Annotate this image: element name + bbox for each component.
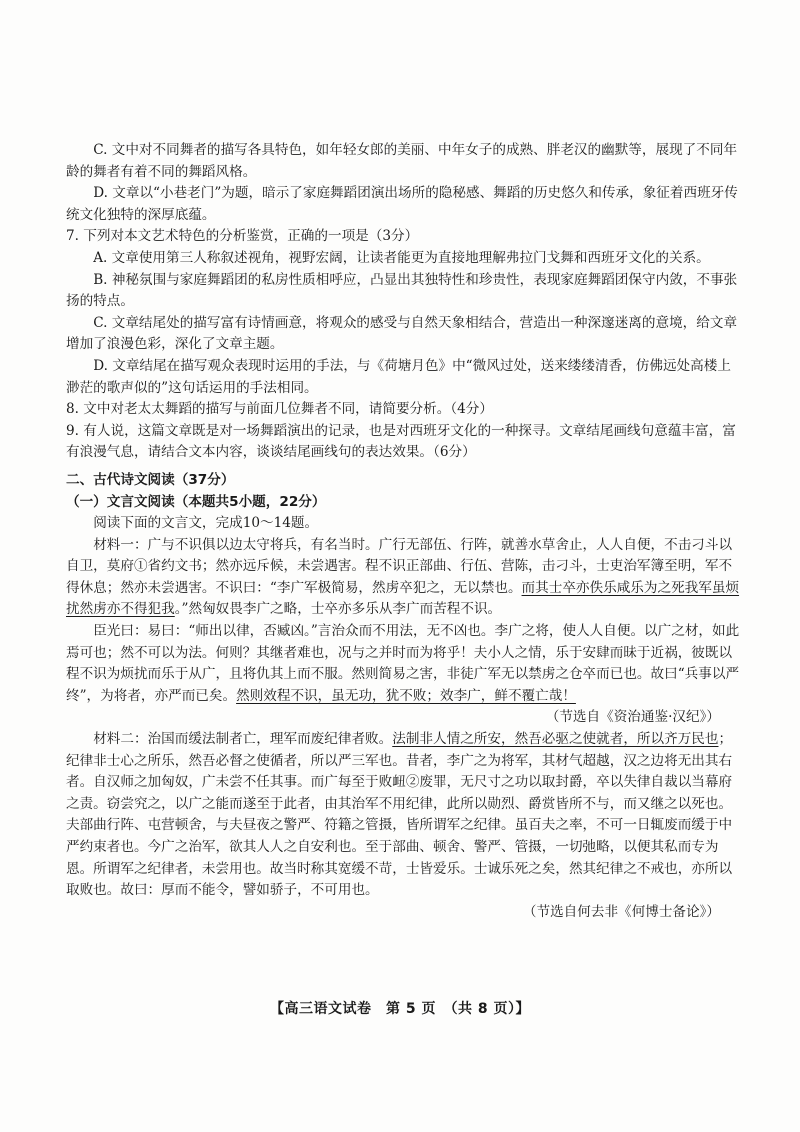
material-2-lead: 材料二：治国而缓法制者亡，理军而废纪律者败。 — [93, 731, 393, 748]
page-body — [66, 140, 740, 923]
material-2-text: ；纪律非士心之所乐，然吾必督之使循者，所以严三军也。昔者，李广之为将军，其材气超越，汉之边将无出其右者。自汉师之加匈奴，广未尝不任其事。而广每至于败衄②废罪，无尺寸之功以取封爵，卒以失律自裁以当幕府之责。窃尝究之，以广之能而遂至于此者，由其治军不用纪律，此所以勋烈、爵赏皆所不与，而又继之以死也。夫部曲行阵、屯营顿舍，与夫昼夜之警严、符籍之管摄，皆所谓军之纪律。虽百夫之率，不可一日辄废而缓于中严约束者也。今广之治军，欲其人人之自安利也。至于部曲、顿舍、警严、管摄，一切弛略，以便其私而专为恩。所谓军之纪律者，未尝用也。故当时称其宽缓不苛，士皆爱乐。士诚乐死之矣，然其纪律之不戒也，亦所以取败也。故曰：厚而不能令，譬如骄子，不可用也。 — [66, 731, 733, 899]
material-1-commentary: 臣光曰：易曰：“师出以律，否臧凶。”言治众而不用法，无不凶也。李广之将，使人人自便。以广之材，如此焉可也；然不可以为法。何则？其继者难也，况与之并时而为将乎！夫小人之情，乐于安肆而昧于近祸，彼既以程不识为烦扰而乐于从广，且将仇其上而不服。然则简易之害，非徒广军无以禁虏之仓卒而已也。故曰“兵事以严终”，为将者，亦严而已矣。 — [66, 623, 740, 704]
q6-option-d: D. 文章以“小巷老门”为题，暗示了家庭舞蹈团演出场所的隐秘感、舞蹈的历史悠久和传承，象征着西班牙传统文化独特的深厚底蕴。 — [66, 185, 738, 223]
material-1-text-b: 。”然匈奴畏李广之略，士卒亦多乐从李广而苦程不识。 — [174, 601, 502, 618]
material-1-paragraph-2 — [66, 621, 740, 707]
material-1-underlined-conclusion: 然则效程不识，虽无功，犹不败；效李广，鲜不覆亡哉！ — [236, 687, 576, 704]
q7-option-c: C. 文章结尾处的描写富有诗情画意，将观众的感受与自然天象相结合，营造出一种深邃迷离的意境，给文章增加了浪漫色彩，深化了文章主题。 — [66, 314, 738, 353]
q7-option-a: A. 文章使用第三人称叙述视角，视野宏阔，让读者能更为直接地理解弗拉门戈舞和西班牙文化的关系。 — [93, 249, 710, 266]
q7-option-d: D. 文章结尾在描写观众表现时运用的手法，与《荷塘月色》中“微风过处，送来缕缕清香，仿佛远处高楼上渺茫的歌声似的”这句话运用的手法相同。 — [66, 357, 731, 396]
material-2-paragraph — [66, 729, 740, 902]
material-2-underlined-sentence: 法制非人情之所安，然吾必驱之使就者，所以齐万民也 — [392, 731, 719, 748]
material-1-source: （节选自《资治通鉴·汉纪》） — [545, 709, 720, 726]
question-8: 8. 文中对老太太舞蹈的描写与前面几位舞者不同，请简要分析。（4分） — [66, 401, 493, 418]
material-1-paragraph-1 — [66, 535, 740, 621]
reading-instruction: 阅读下面的文言文，完成10～14题。 — [93, 515, 319, 532]
material-2-source: （节选自何去非《何博士备论》） — [522, 903, 720, 920]
q6-option-c: C. 文中对不同舞者的描写各具特色，如年轻女郎的美丽、中年女子的成熟、胖老汉的幽默等，展现了不同年龄的舞者有着不同的舞蹈风格。 — [66, 142, 738, 180]
material-1-text-a: 材料一：广与不识俱以边太守将兵，有名当时。广行无部伍、行阵，就善水草舍止，人人自便，不击刁斗以自卫，莫府①省约文书；然亦远斥候，未尝遇害。程不识正部曲、行伍、营陈，击刁斗，士吏治军簿至明，军不得休息；然亦未尝遇害。不识曰：“李广军极简易，然虏卒犯之，无以禁也。 — [66, 536, 733, 596]
q7-option-b: B. 神秘氛围与家庭舞蹈团的私房性质相呼应，凸显出其独特性和珍贵性，表现家庭舞蹈团保守内敛，不事张扬的特点。 — [66, 271, 738, 310]
material-1-underlined-sentence: 而其士卒亦佚乐咸乐为之死我军虽烦扰然虏亦不得犯我 — [66, 579, 740, 618]
question-7: 7. 下列对本文艺术特色的分析鉴赏，正确的一项是（3分） — [66, 228, 419, 245]
section-2-1-heading: （一）文言文阅读（本题共5小题，22分） — [66, 493, 326, 510]
question-9: 9. 有人说，这篇文章既是对一场舞蹈演出的记录，也是对西班牙文化的一种探寻。文章结尾画线句意蕴丰富，富有浪漫气息，请结合文本内容，谈谈结尾画线句的表达效果。（6分） — [66, 422, 736, 461]
section-2-heading: 二、古代诗文阅读（37分） — [66, 471, 235, 488]
page-footer: 【高三语文试卷 第 5 页 （共 8 页）】 — [270, 1001, 530, 1017]
